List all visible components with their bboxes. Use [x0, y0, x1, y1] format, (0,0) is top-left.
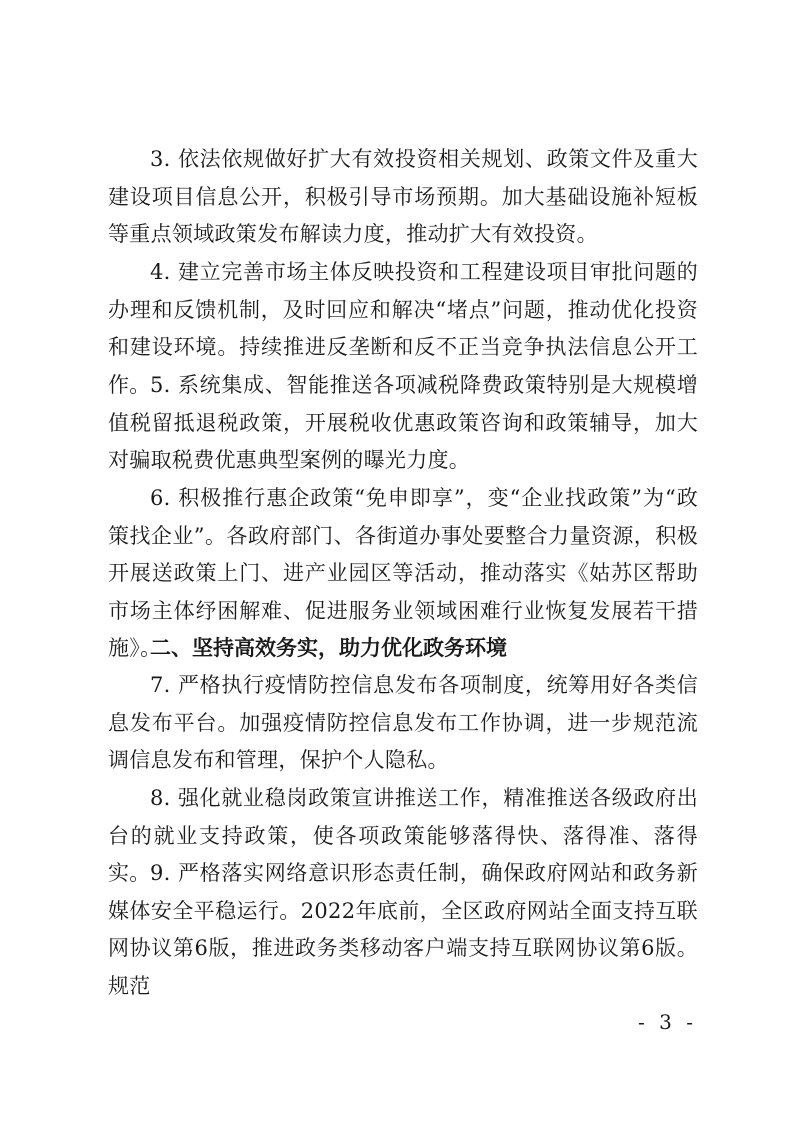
paragraph-4: 4. 建立完善市场主体反映投资和工程建设项目审批问题的办理和反馈机制，及时回应和解决“堵点”问题，推动优化投资和建设环境。持续推进反垄断和反不正当竞争执法信息公开工作。	[108, 260, 698, 397]
section-heading: 二、坚持高效务实，助力优化政务环境	[150, 636, 507, 660]
paragraph-6: 6. 积极推行惠企政策“免申即享”，变“企业找政策”为“政策找企业”。各政府部门、各街道办事处要整合力量资源，积极开展送政策上门、进产业园区等活动，推动落实《姑苏区帮助市场主体纾困解难、促进服务业领域困难行业恢复发展若干措施》。	[108, 486, 698, 660]
paragraph-8: 8. 强化就业稳岗政策宣讲推送工作，精准推送各级政府出台的就业支持政策，使各项政策能够落得快、落得准、落得实。	[108, 786, 698, 885]
paragraph-5: 5. 系统集成、智能推送各项减税降费政策特别是大规模增值税留抵退税政策，开展税收优惠政策咨询和政策辅导，加大对骗取税费优惠典型案例的曝光力度。	[108, 373, 698, 472]
page-number: - 3 -	[638, 1010, 697, 1034]
paragraph-3: 3. 依法依规做好扩大有效投资相关规划、政策文件及重大建设项目信息公开，积极引导市场预期。加大基础设施补短板等重点领域政策发布解读力度，推动扩大有效投资。	[108, 147, 698, 246]
paragraph-9: 9. 严格落实网络意识形态责任制，确保政府网站和政务新媒体安全平稳运行。2022年底前，全区政府网站全面支持互联网协议第6版，推进政务类移动客户端支持互联网协议第6版。规范	[108, 861, 698, 998]
paragraph-7: 7. 严格执行疫情防控信息发布各项制度，统筹用好各类信息发布平台。加强疫情防控信息发布工作协调，进一步规范流调信息发布和管理，保护个人隐私。	[108, 673, 698, 772]
